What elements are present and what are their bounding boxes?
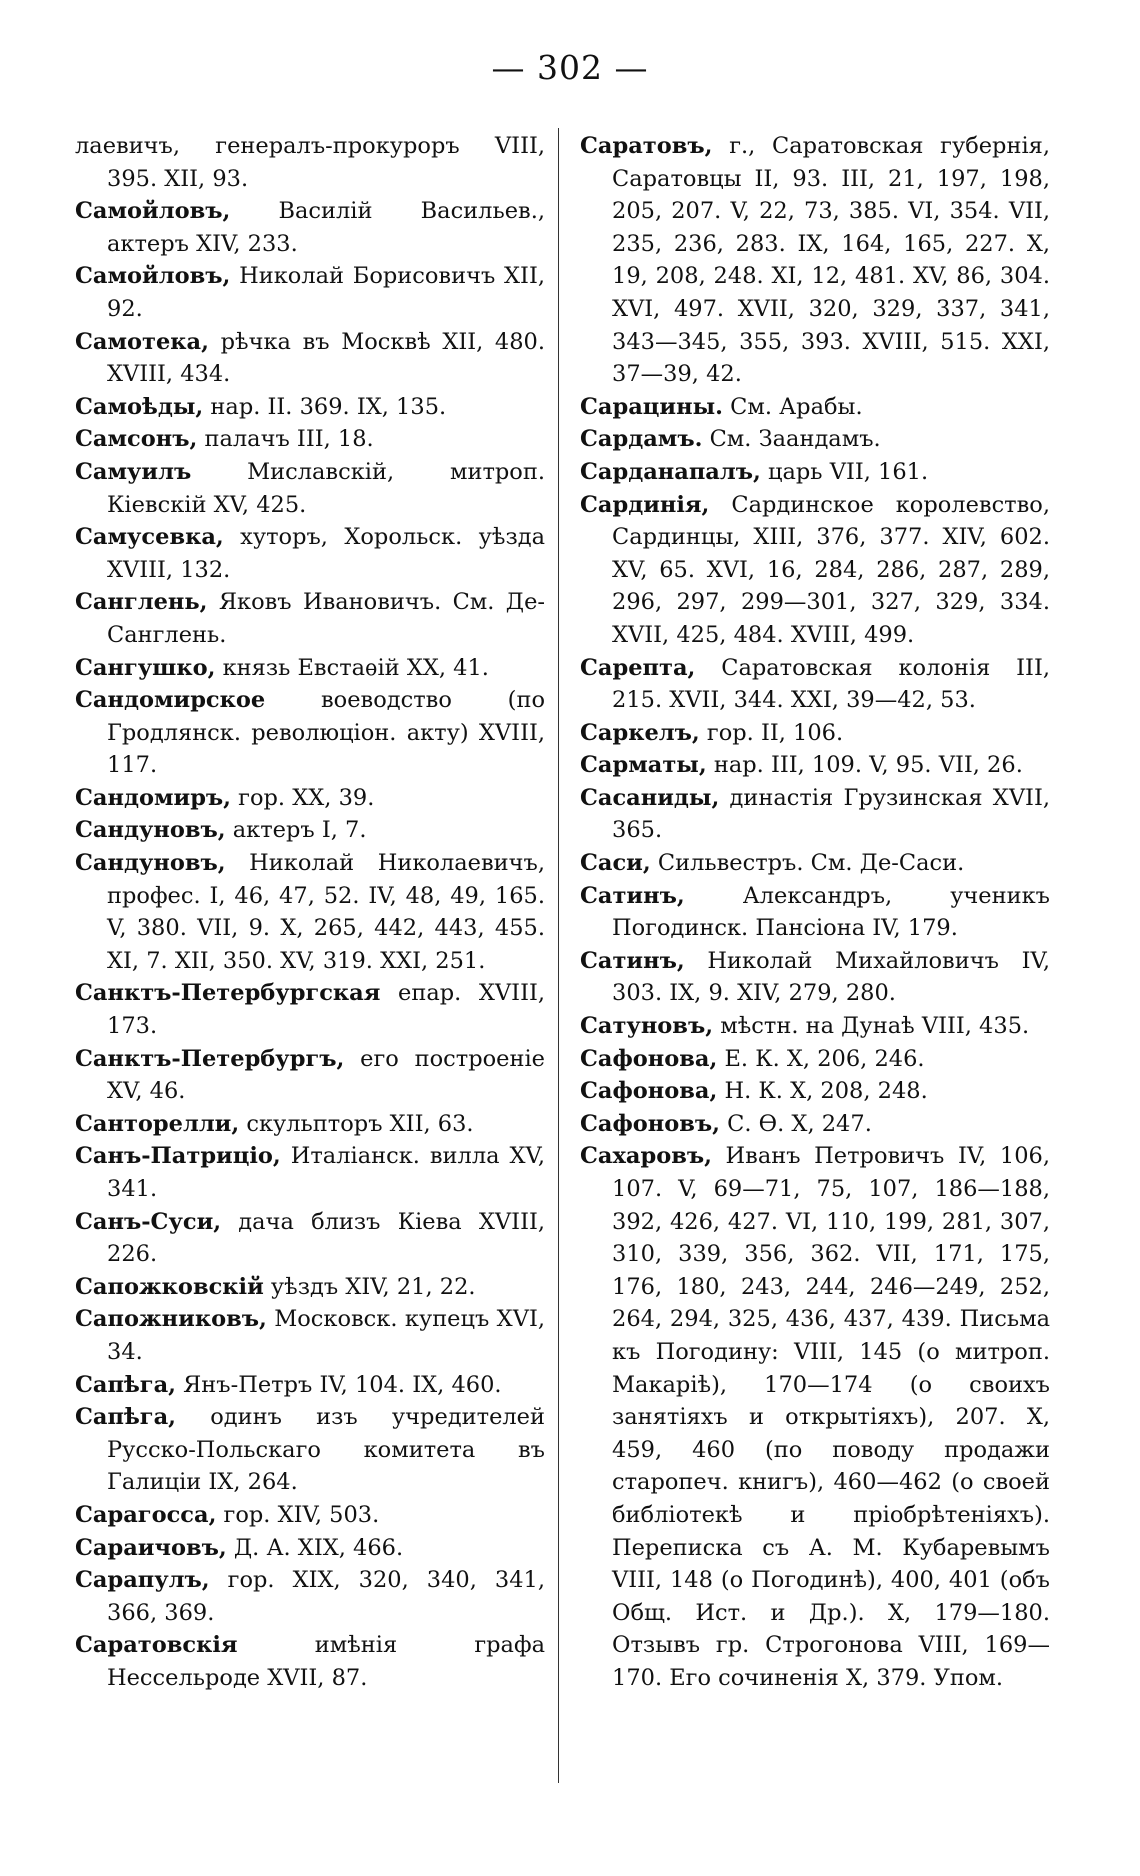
entry-heading: Саратовскія	[75, 1632, 238, 1659]
entry-heading: Сарацины.	[580, 393, 723, 420]
index-entry	[75, 521, 545, 586]
entry-heading: Самуилъ	[75, 458, 192, 485]
entry-references: Италіанск. вилла XV, 341.	[107, 1143, 545, 1202]
entry-references: актеръ I, 7.	[225, 817, 367, 844]
column-divider	[558, 128, 559, 1783]
entry-heading: Саратовъ,	[580, 133, 713, 159]
index-entry	[580, 652, 1050, 717]
entry-references: епар. XVIII, 173.	[107, 980, 545, 1040]
index-entry	[75, 1271, 545, 1304]
index-entry	[75, 1303, 545, 1368]
entry-heading: Самсонъ,	[75, 426, 198, 453]
entry-heading: Санктъ-Петербургская	[75, 980, 381, 1007]
page-number: — 302 —	[491, 48, 649, 87]
entry-references: Д. А. XIX, 466.	[226, 1534, 404, 1561]
index-entry	[75, 1140, 545, 1205]
entry-heading: Сарматы,	[580, 752, 707, 779]
entry-references: Е. К. X, 206, 246.	[717, 1045, 925, 1072]
index-entry	[75, 1401, 545, 1499]
entry-heading: Сахаровъ,	[580, 1143, 712, 1170]
entry-references: Николай Николаевичъ, профес. I, 46, 47, 52. IV, 48, 49, 165. V, 380. VII, 9. X, 265, 442, 443, 455. XI, 7. XII, 350. XV, 319. XXI, 251.	[107, 850, 545, 974]
entry-references: воеводство (по Гродлянск. революціон. акту) XVIII, 117.	[107, 687, 545, 779]
entry-heading: Сарепта,	[580, 654, 696, 681]
entry-heading: Самойловъ,	[75, 198, 231, 225]
entry-references: гор. XIX, 320, 340, 341, 366, 369.	[107, 1567, 545, 1626]
entry-references: Николай Борисовичъ XII, 92.	[107, 263, 545, 322]
entry-heading: Сандуновъ,	[75, 817, 226, 844]
index-entry	[580, 130, 1050, 391]
entry-heading: Сафонова,	[580, 1078, 718, 1105]
index-entry	[580, 1043, 1050, 1076]
left-column	[75, 130, 545, 1695]
index-entry	[75, 195, 545, 260]
entry-heading: Сапожниковъ,	[75, 1306, 267, 1333]
entry-heading: Сафоновъ,	[580, 1110, 720, 1137]
entry-references: Николай Михайловичъ IV, 303. IX, 9. XIV, 279, 280.	[612, 947, 1050, 1007]
entry-references: См. Арабы.	[722, 393, 863, 420]
entry-references: Миславскій, митроп. Кіевскій XV, 425.	[107, 458, 545, 518]
entry-references: Василій Васильев., актеръ XIV, 233.	[107, 198, 545, 257]
entry-heading: Сардамъ.	[580, 426, 703, 453]
index-entry	[75, 847, 545, 977]
entry-references: его построеніе XV, 46.	[107, 1045, 545, 1105]
entry-heading: Сатинъ,	[580, 882, 685, 909]
entry-heading: Сарагосса,	[75, 1501, 217, 1528]
entry-heading: Сараичовъ,	[75, 1534, 227, 1561]
entry-references: князь Евстаѳій XX, 41.	[215, 654, 489, 681]
entry-references: гор. XX, 39.	[231, 784, 375, 811]
entry-references: Яковъ Ивановичъ. См. Де-Санглень.	[107, 589, 545, 648]
index-entry	[580, 1108, 1050, 1141]
entry-references: г., Саратовская губернія, Саратовцы II, 93. III, 21, 197, 198, 205, 207. V, 22, 73, 385. VI, 354. VII, 235, 236, 283. IX, 164, 165, 227. X, 19, 208, 248. XI, 12, 481. XV, 86, 304. XVI, 497. XVII, 320, 329, 337, 341, 343—345, 355, 393. XVIII, 515. XXI, 37—39, 42.	[612, 133, 1050, 388]
index-entry	[75, 1564, 545, 1629]
entry-heading: Сапожковскій	[75, 1273, 264, 1300]
entry-references: скульпторъ XII, 63.	[239, 1110, 474, 1137]
entry-references: нар. II. 369. IX, 135.	[203, 393, 447, 420]
entry-references: мѣстн. на Дунаѣ VIII, 435.	[713, 1013, 1030, 1040]
index-entry	[75, 782, 545, 815]
entry-references: Иванъ Петровичъ IV, 106, 107. V, 69—71, 75, 107, 186—188, 392, 426, 427. VI, 110, 199, 281, 307, 310, 339, 356, 362. VII, 171, 175, 176, 180, 243, 244, 246—249, 252, 264, 294, 325, 436, 437, 439. Письма къ Погодину: VIII, 145 (о митроп. Макаріѣ), 170—174 (о своихъ занятіяхъ и открытіяхъ), 207. X, 459, 460 (по поводу продажи старопеч. книгъ), 460—462 (о своей библіотекѣ и пріобрѣтеніяхъ). Переписка съ А. М. Кубаревымъ VIII, 148 (о Погодинѣ), 400, 401 (объ Общ. Ист. и Др.). X, 179—180. Отзывъ гр. Строгонова VIII, 169—170. Его сочиненія X, 379. Упом.	[612, 1143, 1050, 1691]
entry-references: имѣнія графа Нессельроде XVII, 87.	[107, 1632, 545, 1691]
entry-heading: Саси,	[580, 850, 651, 877]
entry-heading: Самусевка,	[75, 524, 224, 551]
index-entry	[580, 1075, 1050, 1108]
index-entry	[75, 1499, 545, 1532]
entry-references: царь VII, 161.	[760, 458, 929, 485]
index-entry	[75, 1206, 545, 1271]
index-entry	[75, 130, 545, 195]
entry-heading: Сандомиръ,	[75, 784, 232, 811]
index-entry	[75, 423, 545, 456]
entry-references: Янъ-Петръ IV, 104. IX, 460.	[175, 1371, 502, 1398]
index-entry	[75, 814, 545, 847]
index-entry	[580, 880, 1050, 945]
entry-references: гор. XIV, 503.	[216, 1501, 380, 1528]
entry-references: Саратовская колонія III, 215. XVII, 344. XXI, 39—42, 53.	[612, 654, 1050, 714]
entry-references: дача близъ Кіева XVIII, 226.	[107, 1208, 545, 1268]
index-entry	[580, 391, 1050, 424]
entry-heading: Сандомирское	[75, 687, 266, 714]
entry-heading: Санторелли,	[75, 1110, 240, 1137]
entry-heading: Сафонова,	[580, 1045, 718, 1072]
entry-heading: Сарданапалъ,	[580, 458, 761, 485]
index-entry	[75, 684, 545, 782]
entry-references: См. Заандамъ.	[702, 426, 881, 453]
right-column	[580, 130, 1050, 1695]
index-entry	[75, 1043, 545, 1108]
entry-heading: Сандуновъ,	[75, 850, 226, 877]
index-entry	[580, 423, 1050, 456]
index-entry	[75, 586, 545, 651]
index-entry	[580, 945, 1050, 1010]
entry-heading: Сатуновъ,	[580, 1013, 714, 1040]
index-entry	[580, 717, 1050, 750]
entry-references: Московск. купецъ XVI, 34.	[107, 1306, 545, 1365]
entry-references: Александръ, ученикъ Погодинск. Пансіона IV, 179.	[612, 882, 1050, 942]
entry-heading: Самотека,	[75, 328, 209, 355]
entry-references: одинъ изъ учредителей Русско-Польскаго комитета въ Галиціи IX, 264.	[107, 1404, 545, 1496]
entry-references: уѣздъ XIV, 21, 22.	[263, 1273, 476, 1300]
entry-references: рѣчка въ Москвѣ XII, 480. XVIII, 434.	[107, 328, 545, 388]
entry-heading: Сасаниды,	[580, 784, 720, 811]
entry-heading: Сапѣга,	[75, 1404, 176, 1431]
index-entry	[75, 1369, 545, 1402]
entry-heading: Сарапулъ,	[75, 1567, 210, 1594]
index-entry	[580, 456, 1050, 489]
entry-heading: Санъ-Суси,	[75, 1208, 222, 1235]
entry-heading: Сапѣга,	[75, 1371, 176, 1398]
index-entry	[75, 652, 545, 685]
entry-references: Н. К. X, 208, 248.	[717, 1078, 928, 1105]
entry-references: лаевичъ, генералъ-прокуроръ VIII, 395. XII, 93.	[75, 133, 545, 192]
index-entry	[75, 326, 545, 391]
index-entry	[580, 1010, 1050, 1043]
entry-references: Сардинское королевство, Сардинцы, XIII, 376, 377. XIV, 602. XV, 65. XVI, 16, 284, 286, 287, 289, 296, 297, 299—301, 327, 329, 334. XVII, 425, 484. XVIII, 499.	[612, 491, 1050, 648]
entry-heading: Саркелъ,	[580, 719, 700, 746]
index-entry	[580, 782, 1050, 847]
entry-references: С. Ѳ. X, 247.	[720, 1110, 872, 1137]
index-entry	[75, 1108, 545, 1141]
entry-references: гор. II, 106.	[699, 719, 844, 746]
entry-references: хуторъ, Хорольск. уѣзда XVIII, 132.	[107, 524, 545, 583]
entry-heading: Санктъ-Петербургъ,	[75, 1045, 345, 1072]
entry-heading: Самойловъ,	[75, 263, 231, 290]
index-entry	[580, 489, 1050, 652]
index-entry	[75, 391, 545, 424]
entry-references: палачъ III, 18.	[197, 426, 374, 453]
entry-heading: Сардинія,	[580, 491, 710, 518]
entry-heading: Санъ-Патриціо,	[75, 1143, 281, 1170]
index-entry	[580, 1140, 1050, 1694]
entry-heading: Самоѣды,	[75, 393, 204, 420]
index-entry	[75, 1532, 545, 1565]
entry-references: династія Грузинская XVII, 365.	[612, 784, 1050, 844]
index-entry	[75, 977, 545, 1042]
index-entry	[580, 749, 1050, 782]
index-entry	[75, 456, 545, 521]
index-entry	[580, 847, 1050, 880]
entry-heading: Сатинъ,	[580, 947, 685, 974]
entry-heading: Сангушко,	[75, 654, 216, 681]
entry-references: Сильвестръ. См. Де-Саси.	[650, 850, 965, 877]
entry-references: нар. III, 109. V, 95. VII, 26.	[706, 752, 1023, 779]
index-entry	[75, 260, 545, 325]
index-entry	[75, 1629, 545, 1694]
entry-heading: Санглень,	[75, 589, 208, 616]
